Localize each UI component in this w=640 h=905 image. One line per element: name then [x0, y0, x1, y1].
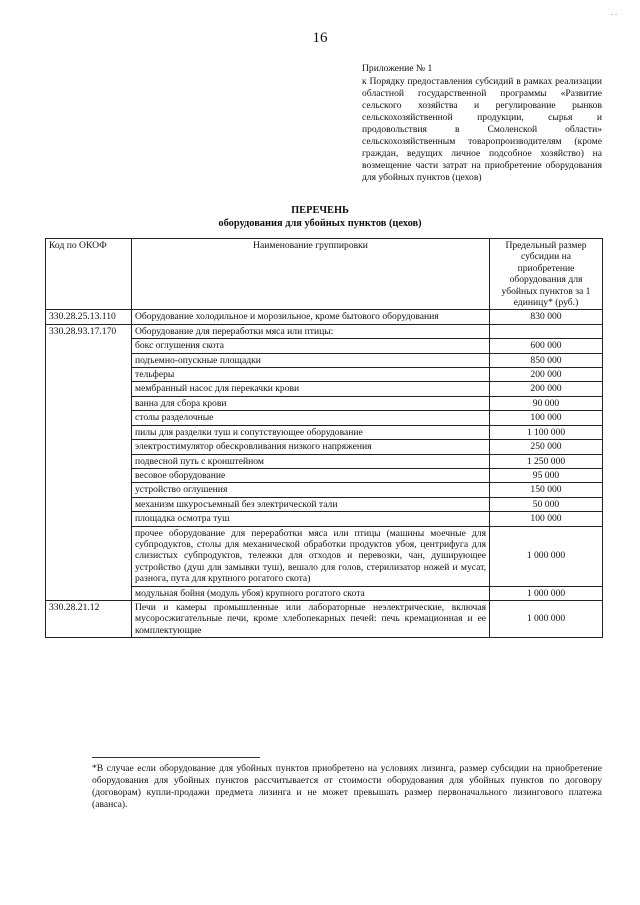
table-row — [46, 382, 603, 396]
document-heading — [0, 204, 640, 230]
table-row — [46, 468, 603, 482]
corner-mark: . . — [611, 8, 617, 17]
okof-code: 330.28.21.12 — [46, 600, 132, 637]
header-name: Наименование группировки — [132, 239, 490, 310]
okof-code — [46, 526, 132, 586]
max-subsidy-value: 1 000 000 — [490, 586, 603, 600]
table-row — [46, 411, 603, 425]
group-name: ванна для сбора крови — [132, 396, 490, 410]
header-code: Код по ОКОФ — [46, 239, 132, 310]
okof-code — [46, 512, 132, 526]
footnote: *В случае если оборудование для убойных пунктов приобретено на условиях лизинга, размер субсидии на приобретение оборудования для убойных пунктов рассчитывается от стоимости оборудования для убойных пунктов по договору (договорам) купли-продажи предмета лизинга и не может превышать размер первоначального лизингового платежа (аванса). — [92, 763, 602, 810]
group-name: бокс оглушения скота — [132, 339, 490, 353]
table-row — [46, 586, 603, 600]
table-row — [46, 600, 603, 637]
table-row — [46, 310, 603, 324]
header-max-subsidy: Предельный размер субсидии на приобретение оборудования для убойных пунктов за 1 единицу* (руб.) — [490, 239, 603, 310]
okof-code — [46, 411, 132, 425]
group-name: столы разделочные — [132, 411, 490, 425]
okof-code — [46, 586, 132, 600]
annex-title: Приложение № 1 — [362, 63, 433, 74]
group-name: площадка осмотра туш — [132, 512, 490, 526]
okof-code — [46, 396, 132, 410]
heading-title: ПЕРЕЧЕНЬ — [291, 205, 349, 216]
okof-code — [46, 368, 132, 382]
table-row — [46, 425, 603, 439]
max-subsidy-value: 100 000 — [490, 512, 603, 526]
max-subsidy-value: 1 250 000 — [490, 454, 603, 468]
max-subsidy-value: 90 000 — [490, 396, 603, 410]
group-name: Оборудование холодильное и морозильное, кроме бытового оборудования — [132, 310, 490, 324]
okof-code — [46, 454, 132, 468]
max-subsidy-value: 200 000 — [490, 382, 603, 396]
group-name: прочее оборудование для переработки мяса или птицы (машины моечные для субпродуктов, столы для механической обработки продуктов убоя, центрифуга для слизистых субпродуктов, тележки для отходов и перевозки, чан, душирующее устройство (душ для замывки туш), вешало для голов, стерилизатор ножей и мусат, разнога, пута для крупного рогатого скота) — [132, 526, 490, 586]
group-name: мембранный насос для перекачки крови — [132, 382, 490, 396]
footnote-divider — [92, 757, 260, 758]
max-subsidy-value: 830 000 — [490, 310, 603, 324]
max-subsidy-value: 600 000 — [490, 339, 603, 353]
max-subsidy-value: 200 000 — [490, 368, 603, 382]
table-row — [46, 440, 603, 454]
annex-block — [362, 63, 602, 184]
group-name: Печи и камеры промышленные или лабораторные неэлектрические, включая мусоросжигательные печи, кроме хлебопекарных печей: печь кремационная и ее комплектующие — [132, 600, 490, 637]
okof-code — [46, 425, 132, 439]
group-name: подъемно-опускные площадки — [132, 353, 490, 367]
max-subsidy-value: 95 000 — [490, 468, 603, 482]
group-name: устройство оглушения — [132, 483, 490, 497]
table-row — [46, 483, 603, 497]
table-body — [46, 310, 603, 638]
group-name: Оборудование для переработки мяса или птицы: — [132, 324, 490, 338]
okof-code — [46, 440, 132, 454]
max-subsidy-value: 50 000 — [490, 497, 603, 511]
table-row — [46, 454, 603, 468]
page-number: 16 — [312, 30, 328, 46]
okof-code — [46, 382, 132, 396]
okof-code — [46, 353, 132, 367]
group-name: весовое оборудование — [132, 468, 490, 482]
max-subsidy-value: 250 000 — [490, 440, 603, 454]
table-row — [46, 512, 603, 526]
max-subsidy-value: 1 000 000 — [490, 526, 603, 586]
max-subsidy-value: 850 000 — [490, 353, 603, 367]
okof-code — [46, 339, 132, 353]
okof-code — [46, 483, 132, 497]
max-subsidy-value: 150 000 — [490, 483, 603, 497]
table-row — [46, 396, 603, 410]
table-header-row — [46, 239, 603, 310]
table-row — [46, 353, 603, 367]
table-row — [46, 324, 603, 338]
table-row — [46, 526, 603, 586]
group-name: тельферы — [132, 368, 490, 382]
group-name: подвесной путь с кронштейном — [132, 454, 490, 468]
annex-body: к Порядку предоставления субсидий в рамках реализации областной государственной программы «Развитие сельского хозяйства и регулирование рынков сельскохозяйственной продукции, сырья и продовольствия в Смоленской области» сельскохозяйственным товаропроизводителям (кроме граждан, ведущих личное подсобное хозяйство) на возмещение части затрат на приобретение оборудования для убойных пунктов (цехов) — [362, 76, 602, 183]
group-name: пилы для разделки туш и сопутствующее оборудование — [132, 425, 490, 439]
equipment-table — [45, 238, 603, 638]
group-name: электростимулятор обескровливания низкого напряжения — [132, 440, 490, 454]
max-subsidy-value: 1 000 000 — [490, 600, 603, 637]
max-subsidy-value — [490, 324, 603, 338]
table-row — [46, 497, 603, 511]
heading-subtitle: оборудования для убойных пунктов (цехов) — [218, 218, 422, 229]
okof-code — [46, 468, 132, 482]
table-row — [46, 368, 603, 382]
okof-code — [46, 497, 132, 511]
group-name: модульная бойня (модуль убоя) крупного рогатого скота — [132, 586, 490, 600]
max-subsidy-value: 100 000 — [490, 411, 603, 425]
okof-code: 330.28.25.13.110 — [46, 310, 132, 324]
max-subsidy-value: 1 100 000 — [490, 425, 603, 439]
table-row — [46, 339, 603, 353]
group-name: механизм шкуросъемный без электрической тали — [132, 497, 490, 511]
okof-code: 330.28.93.17.170 — [46, 324, 132, 338]
